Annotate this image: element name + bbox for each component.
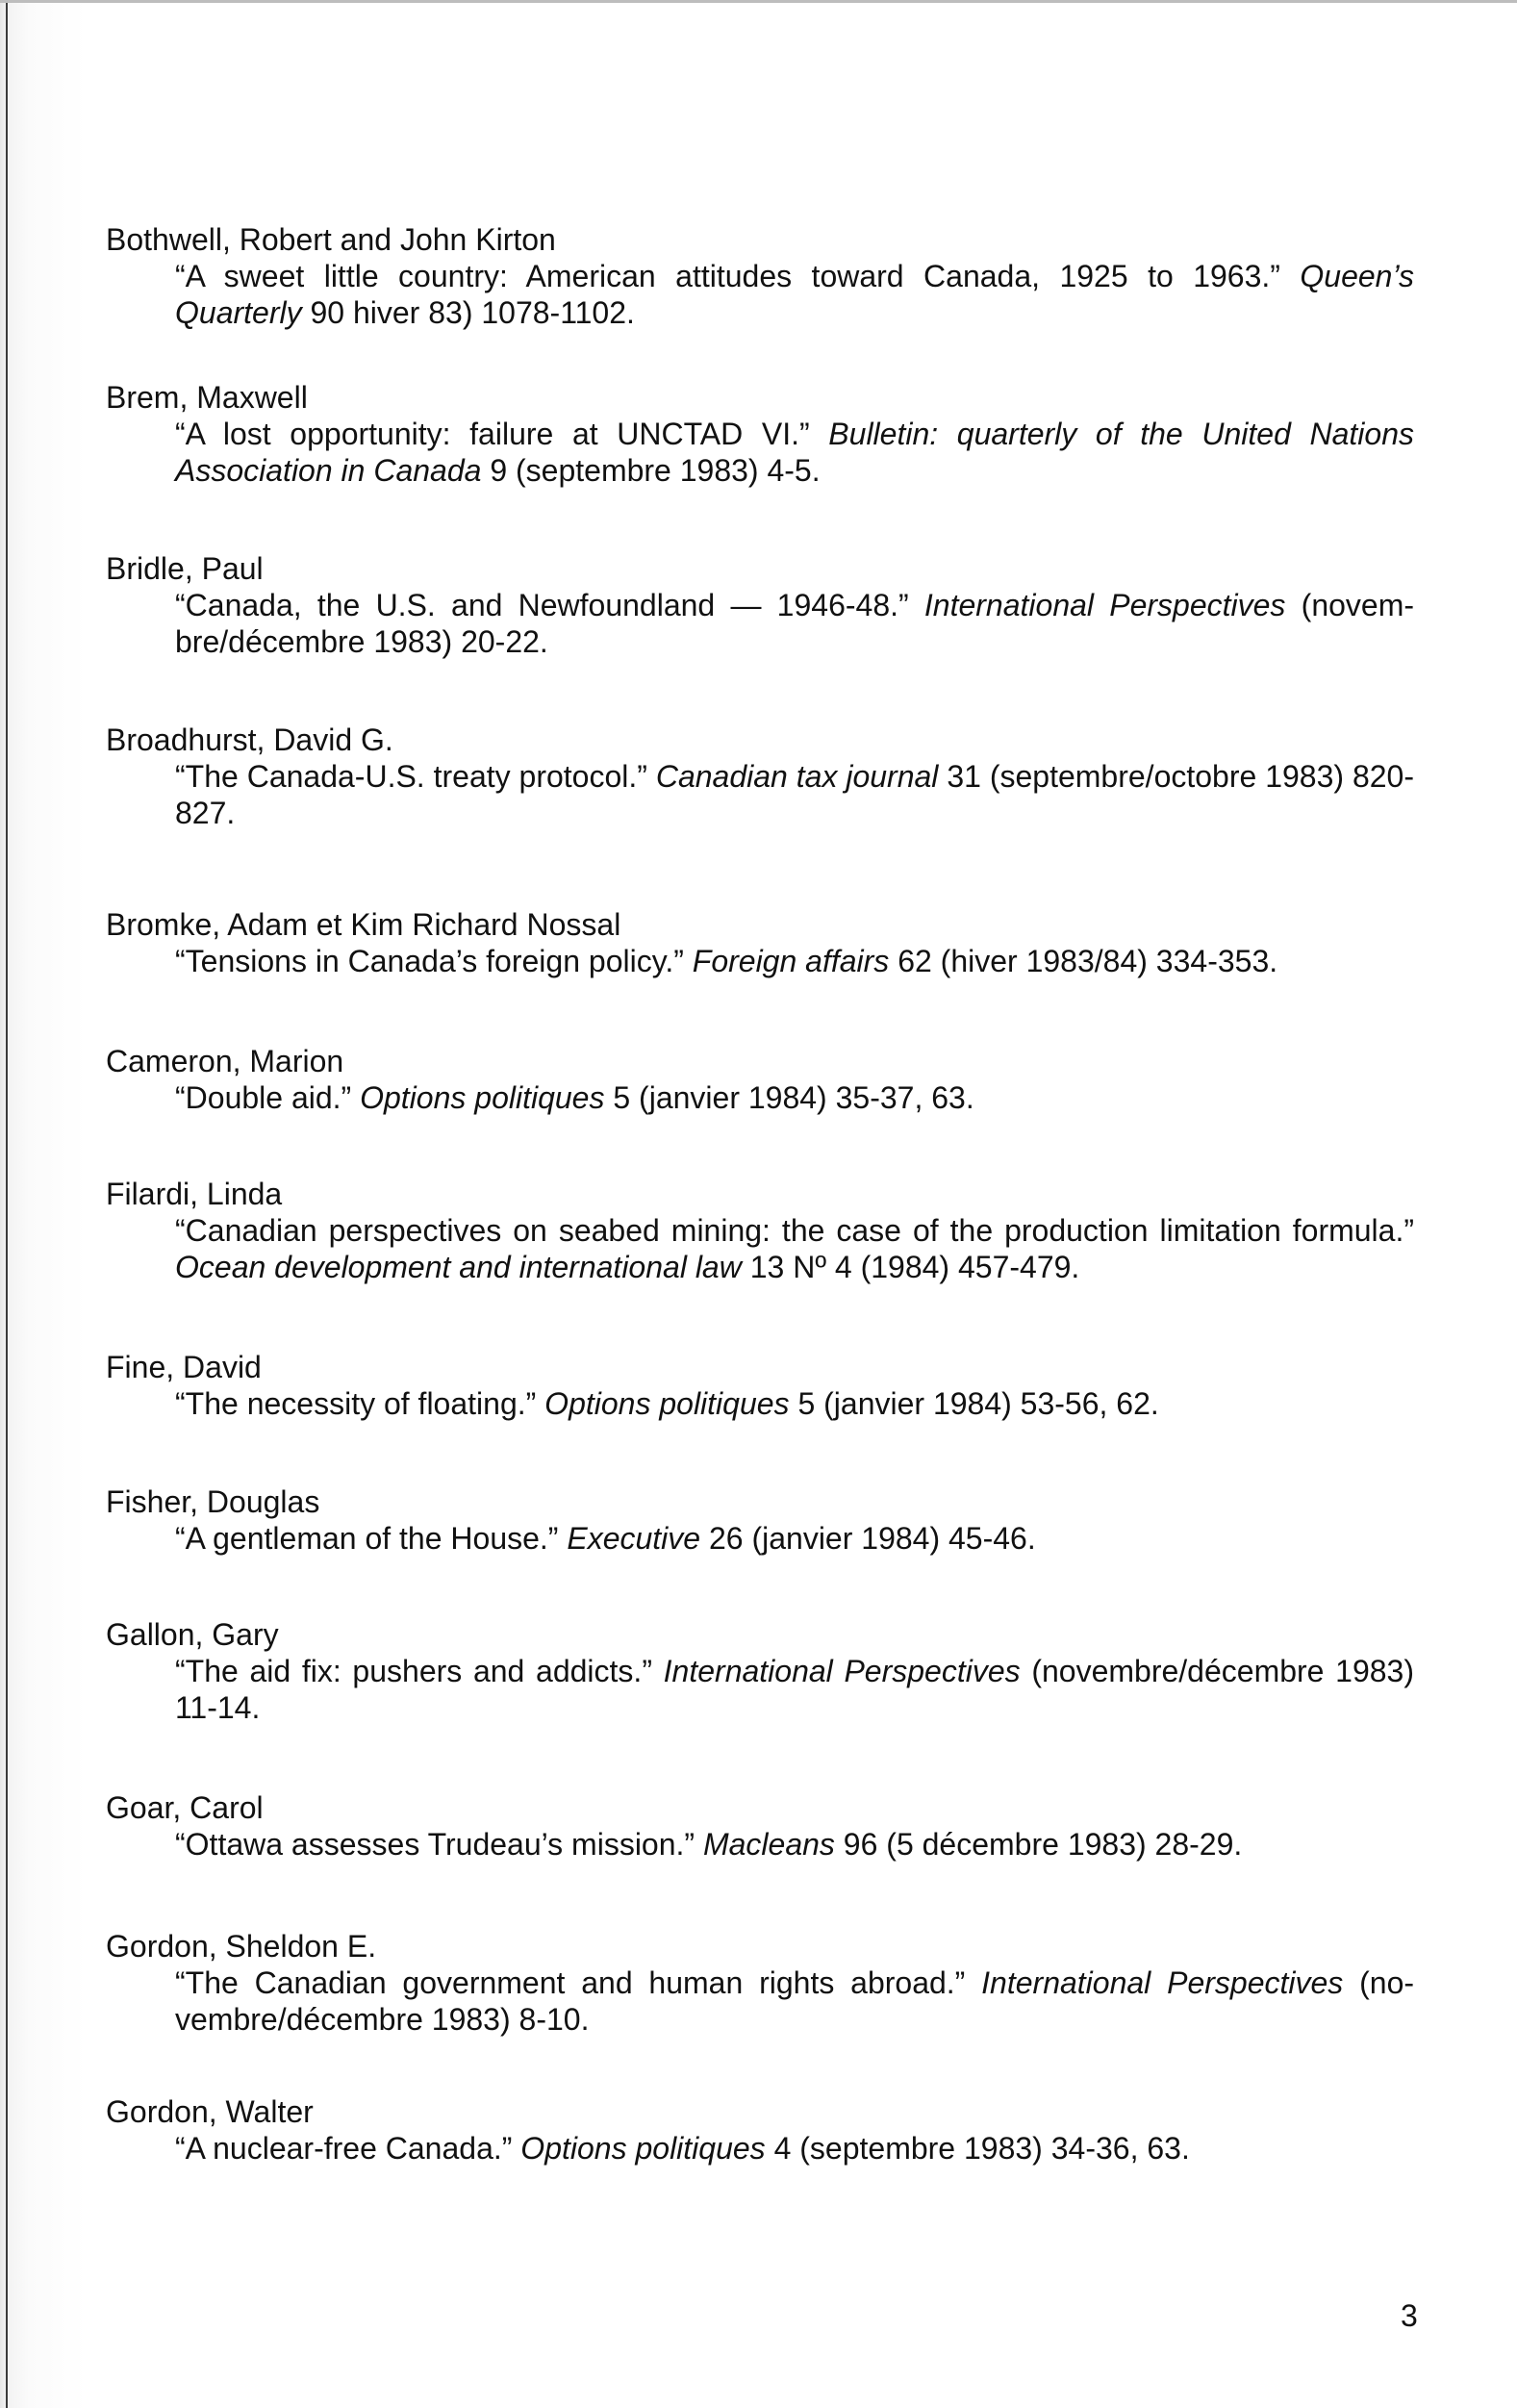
entry-title: “A lost opportunity: failure at UNCTAD VI.”	[175, 417, 829, 451]
entry-title: “Tensions in Canada’s foreign policy.”	[175, 944, 693, 978]
entry-details: 26 (janvier 1984) 45-46.	[700, 1521, 1036, 1556]
bibliography-entry	[106, 906, 1433, 979]
bibliography-entry	[106, 2093, 1433, 2167]
bibliography-entry	[106, 1349, 1433, 1422]
entry-author: Bothwell, Robert and John Kirton	[106, 222, 556, 257]
entry-details: 13 Nº 4 (1984) 457-479.	[741, 1250, 1080, 1284]
bibliography-entry	[106, 221, 1433, 331]
entry-details: (no-vembre/décembre 1983) 8-10.	[175, 1965, 1415, 2037]
bibliography-entry	[106, 379, 1433, 489]
bibliography-entry	[106, 1043, 1433, 1116]
bibliography-entry	[106, 1483, 1433, 1557]
entry-citation	[175, 2130, 1414, 2167]
entry-journal: International Perspectives	[923, 588, 1286, 622]
entry-journal: International Perspectives	[663, 1654, 1021, 1688]
entry-details: 5 (janvier 1984) 53-56, 62.	[789, 1386, 1159, 1421]
entry-title: “The necessity of floating.”	[175, 1386, 545, 1421]
entry-details: 96 (5 décembre 1983) 28-29.	[834, 1827, 1243, 1862]
entry-journal: Macleans	[702, 1827, 835, 1862]
entry-title: “Canada, the U.S. and Newfoundland — 1946-48.”	[175, 588, 924, 622]
entry-journal: Ocean development and international law	[175, 1250, 742, 1284]
entry-author: Goar, Carol	[106, 1790, 264, 1825]
entry-citation	[175, 258, 1414, 331]
entry-author: Gordon, Sheldon E.	[106, 1929, 377, 1964]
entry-citation	[175, 1964, 1414, 2038]
entry-author: Cameron, Marion	[106, 1044, 344, 1078]
entry-author: Fine, David	[106, 1350, 262, 1384]
entry-journal: Queen’s Quarterly	[175, 259, 1414, 330]
entry-title: “Ottawa assesses Trudeau’s mission.”	[175, 1827, 703, 1862]
entry-citation	[175, 1079, 1414, 1116]
entry-citation	[175, 1826, 1414, 1863]
entry-journal: Canadian tax journal	[655, 759, 939, 794]
entry-title: “The Canada-U.S. treaty protocol.”	[175, 759, 656, 794]
entry-title: “Canadian perspectives on seabed mining: the case of the production limitation formula.”	[175, 1213, 1414, 1248]
entry-details: 9 (septembre 1983) 4-5.	[481, 453, 821, 488]
entry-journal: Options politiques	[520, 2131, 766, 2166]
entry-details: (novembre/décembre 1983) 11-14.	[175, 1654, 1415, 1725]
entry-details: 31 (septembre/octobre 1983) 820-827.	[175, 759, 1415, 830]
entry-title: “A sweet little country: American attitudes toward Canada, 1925 to 1963.”	[175, 259, 1301, 293]
entry-citation	[175, 943, 1414, 979]
entry-details: (novem-bre/décembre 1983) 20-22.	[175, 588, 1415, 659]
entry-details: 90 hiver 83) 1078-1102.	[301, 295, 635, 330]
bibliography-entry	[106, 1789, 1433, 1863]
entry-citation	[175, 416, 1414, 489]
entry-author: Gallon, Gary	[106, 1617, 279, 1652]
entry-details: 62 (hiver 1983/84) 334-353.	[889, 944, 1278, 978]
bibliography-entry	[106, 722, 1433, 831]
entry-journal: Executive	[567, 1521, 701, 1556]
entry-title: “Double aid.”	[175, 1080, 361, 1115]
entry-citation	[175, 1653, 1414, 1726]
entry-citation	[175, 1212, 1414, 1285]
entry-author: Bridle, Paul	[106, 551, 264, 586]
entry-journal: Options politiques	[360, 1080, 605, 1115]
entry-citation	[175, 587, 1414, 660]
bibliography-entry	[106, 1928, 1433, 2038]
entry-citation	[175, 1520, 1414, 1557]
entry-title: “A nuclear-free Canada.”	[175, 2131, 521, 2166]
top-edge-line	[0, 0, 1517, 3]
entry-journal: Foreign affairs	[692, 944, 890, 978]
entry-details: 4 (septembre 1983) 34-36, 63.	[765, 2131, 1190, 2166]
entry-author: Broadhurst, David G.	[106, 722, 393, 757]
entry-author: Filardi, Linda	[106, 1177, 283, 1211]
entry-details: 5 (janvier 1984) 35-37, 63.	[604, 1080, 974, 1115]
entry-title: “The Canadian government and human rights abroad.”	[175, 1965, 982, 2000]
entry-journal: Options politiques	[544, 1386, 790, 1421]
scan-edge-line	[6, 0, 8, 2408]
entry-author: Gordon, Walter	[106, 2094, 314, 2129]
entry-title: “A gentleman of the House.”	[175, 1521, 568, 1556]
entry-citation	[175, 1385, 1414, 1422]
entry-journal: Bulletin: quarterly of the United Nations Association in Canada	[175, 417, 1415, 488]
entry-author: Fisher, Douglas	[106, 1484, 320, 1519]
bibliography-entry	[106, 1616, 1433, 1726]
entry-journal: International Perspectives	[981, 1965, 1344, 2000]
entry-title: “The aid fix: pushers and addicts.”	[175, 1654, 664, 1688]
entry-citation	[175, 758, 1414, 831]
page-number: 3	[1401, 2298, 1418, 2333]
bibliography-entry	[106, 550, 1433, 660]
scan-edge-shadow	[0, 0, 87, 2408]
entry-author: Brem, Maxwell	[106, 380, 308, 415]
bibliography-entry	[106, 1176, 1433, 1285]
entry-author: Bromke, Adam et Kim Richard Nossal	[106, 907, 621, 942]
